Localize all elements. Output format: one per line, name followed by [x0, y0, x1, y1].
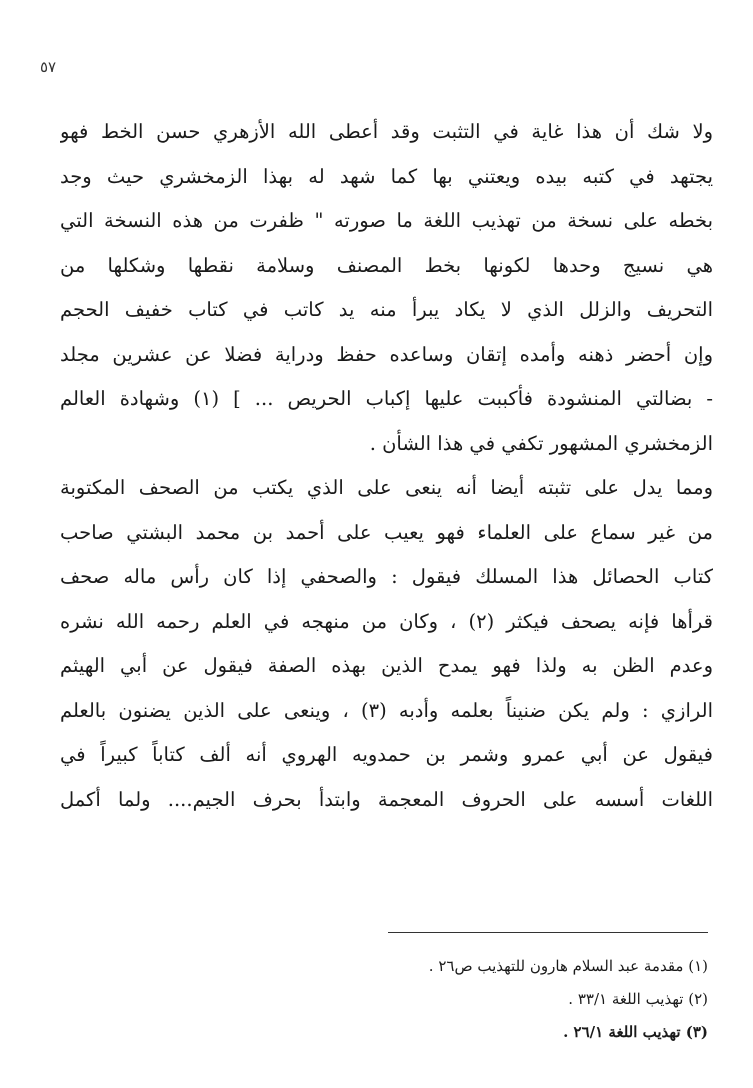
- text-line: وعدم الظن به ولذا فهو يمدح الذين بهذه الصفة فيقول عن أبي الهيثم: [60, 654, 713, 677]
- footnote-1: (١) مقدمة عبد السلام هارون للتهذيب ص٢٦ .: [428, 957, 708, 975]
- text-line: وإن أحضر ذهنه وأمده إتقان وساعده حفظ ودراية فضلا عن عشرين مجلد: [60, 342, 713, 366]
- footnote-2: (٢) تهذيب اللغة ٣٣/١ .: [568, 990, 708, 1008]
- text-line: بخطه على نسخة من تهذيب اللغة ما صورته " ظفرت من هذه النسخة التي: [60, 209, 713, 232]
- text-line: يجتهد في كتبه بيده ويعتني بها كما شهد له بهذا الزمخشري حيث وجد: [60, 164, 713, 188]
- page-number: ٥٧: [40, 58, 57, 76]
- text-line: ولا شك أن هذا غاية في التثبت وقد أعطى الله الأزهري حسن الخط فهو: [60, 120, 713, 143]
- footnotes: [60, 950, 708, 1049]
- main-text: [60, 110, 713, 822]
- text-line: - بضالتي المنشودة فأكببت عليها إكباب الحريص ... ] (١) وشهادة العالم: [60, 387, 713, 410]
- text-line: اللغات أسسه على الحروف المعجمة وابتدأ بحرف الجيم.... ولما أكمل: [60, 787, 713, 811]
- footnote-3: (٣) تهذيب اللغة ٢٦/١ .: [563, 1023, 708, 1041]
- footnote-separator: [388, 932, 708, 933]
- text-line: قرأها فإنه يصحف فيكثر (٢) ، وكان من منهجه في العلم رحمه الله نشره: [60, 609, 713, 633]
- text-line: من غير سماع على العلماء فهو يعيب على أحمد بن محمد البشتي صاحب: [60, 520, 713, 544]
- text-line: الزمخشري المشهور تكفي في هذا الشأن .: [369, 431, 713, 455]
- text-line: الرازي : ولم يكن ضنيناً بعلمه وأدبه (٣) ، وينعى على الذين يضنون بالعلم: [60, 698, 713, 722]
- text-line: هي نسيج وحدها لكونها بخط المصنف وسلامة نقطها وشكلها من: [60, 253, 713, 277]
- text-line: التحريف والزلل الذي لا يكاد يبرأ منه يد كاتب في كتاب خفيف الحجم: [60, 298, 713, 321]
- text-line: ومما يدل على تثبته أيضا أنه ينعى على الذي يكتب من الصحف المكتوبة: [60, 476, 713, 499]
- text-line: كتاب الحصائل هذا المسلك فيقول : والصحفي إذا كان رأس ماله صحف: [60, 565, 713, 588]
- text-line: فيقول عن أبي عمرو وشمر بن حمدويه الهروي أنه ألف كتاباً كبيراً في: [60, 743, 713, 766]
